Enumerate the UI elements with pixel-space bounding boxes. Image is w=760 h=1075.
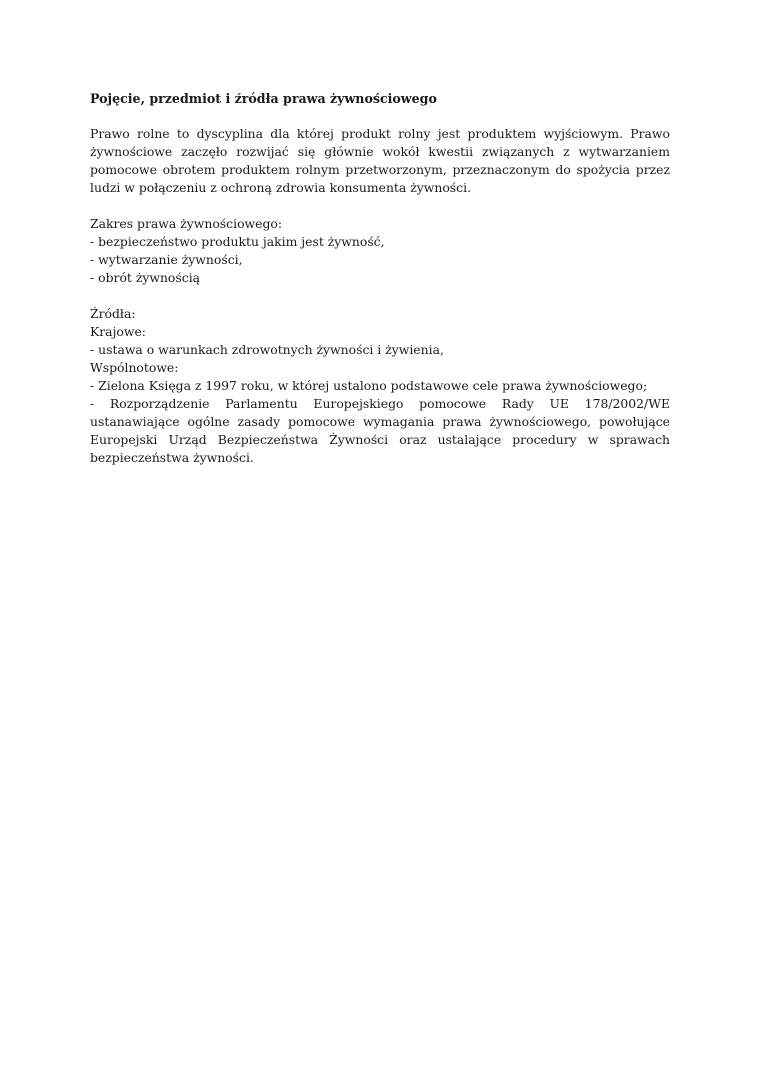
- community-source-item: - Zielona Księga z 1997 roku, w której ustalono podstawowe cele prawa żywnościowego;: [90, 378, 648, 393]
- scope-item: - wytwarzanie żywności,: [90, 252, 243, 267]
- sources-heading: Źródła:: [90, 306, 136, 321]
- scope-heading: Zakres prawa żywnościowego:: [90, 216, 283, 231]
- intro-paragraph: Prawo rolne to dyscyplina dla której produkt rolny jest produktem wyjściowym. Prawo żywnościowe zaczęło rozwijać się głównie wokół kwestii związanych z wytwarzaniem pomocowe obrotem produktem rolnym przetworzonym, przeznaczonym do spożycia przez ludzi w połączeniu z ochroną zdrowia konsumenta żywności.: [90, 126, 670, 195]
- scope-item: - obrót żywnością: [90, 270, 201, 285]
- scope-item: - bezpieczeństwo produktu jakim jest żywność,: [90, 234, 385, 249]
- community-source-item: - Rozporządzenie Parlamentu Europejskiego pomocowe Rady UE 178/2002/WE ustanawiające ogólne zasady pomocowe wymagania prawa żywnościowego, powołujące Europejski Urząd Bezpieczeństwa Żywności oraz ustalające procedury w sprawach bezpieczeństwa żywności.: [90, 396, 670, 465]
- scope-section: [90, 215, 670, 287]
- national-source-item: - ustawa o warunkach zdrowotnych żywności i żywienia,: [90, 342, 444, 357]
- document-title: Pojęcie, przedmiot i źródła prawa żywnościowego: [90, 91, 437, 106]
- national-sources-heading: Krajowe:: [90, 324, 146, 339]
- document-body: [90, 90, 670, 485]
- community-sources-heading: Wspólnotowe:: [90, 360, 179, 375]
- sources-section: [90, 305, 670, 467]
